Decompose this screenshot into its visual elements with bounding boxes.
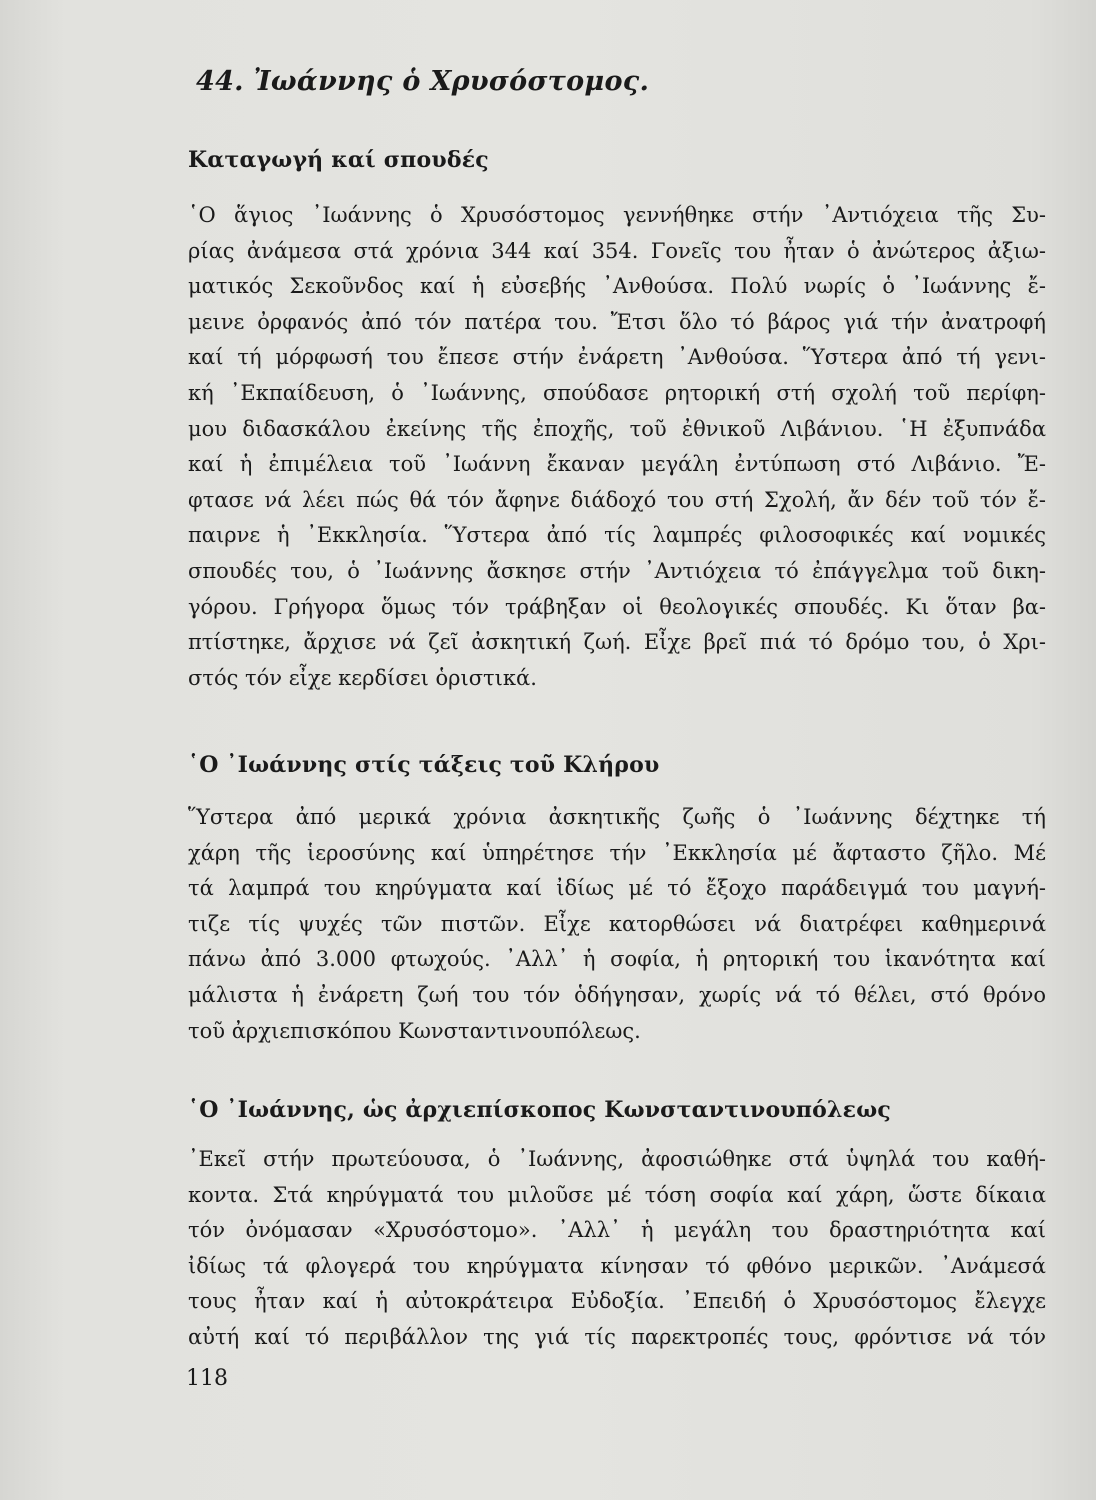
text-line: ἰδίως τά φλογερά του κηρύγματα κίνησαν τό φθόνο μερικῶν. ᾿Ανάμεσά [188,1253,1046,1278]
text-line: καί ἡ ἐπιμέλεια τοῦ ᾿Ιωάννη ἔκαναν μεγάλη ἐντύπωση στό Λιβάνιο. Ἔ- [188,452,1046,477]
text-line: μου διδασκάλου ἐκείνης τῆς ἐποχῆς, τοῦ ἐθνικοῦ Λιβάνιου. ῾Η ἐξυπνάδα [188,416,1046,441]
chapter-title: 44. Ἰωάννης ὁ Χρυσόστομος. [196,66,650,97]
text-line: σπουδές του, ὁ ᾿Ιωάννης ἄσκησε στήν ᾿Αντιόχεια τό ἐπάγγελμα τοῦ δικη- [188,558,1046,583]
text-line: τόν ὀνόμασαν «Χρυσόστομο». ᾿Αλλ᾿ ἡ μεγάλη του δραστηριότητα καί [188,1218,1046,1243]
text-line: στός τόν εἶχε κερδίσει ὁριστικά. [188,665,537,690]
section-body-origins [188,198,1046,696]
text-line: αὐτή καί τό περιβάλλον της γιά τίς παρεκτροπές τους, φρόντισε νά τόν [188,1324,1046,1349]
page-number: 118 [186,1366,228,1391]
section-body-clergy [188,800,1046,1049]
text-line: ματικός Σεκοῦνδος καί ἡ εὐσεβής ᾿Ανθούσα. Πολύ νωρίς ὁ ᾿Ιωάννης ἔ- [188,274,1046,299]
text-line: κοντα. Στά κηρύγματά του μιλοῦσε μέ τόση σοφία καί χάρη, ὥστε δίκαια [188,1182,1046,1207]
section-heading-archbishop: ῾Ο ᾿Ιωάννης, ὡς ἀρχιεπίσκοπος Κωνσταντινουπόλεως [188,1097,891,1123]
text-line: μάλιστα ἡ ἐνάρετη ζωή του τόν ὁδήγησαν, χωρίς νά τό θέλει, στό θρόνο [188,982,1046,1007]
text-line: Ὕστερα ἀπό μερικά χρόνια ἀσκητικῆς ζωῆς ὁ ᾿Ιωάννης δέχτηκε τή [188,805,1046,829]
text-line: γόρου. Γρήγορα ὅμως τόν τράβηξαν οἱ θεολογικές σπουδές. Κι ὅταν βα- [188,594,1046,619]
text-line: τιζε τίς ψυχές τῶν πιστῶν. Εἶχε κατορθώσει νά διατρέφει καθημερινά [188,911,1046,936]
text-line: μεινε ὀρφανός ἀπό τόν πατέρα του. Ἔτσι ὅλο τό βάρος γιά τήν ἀνατροφή [188,309,1046,334]
text-line: τά λαμπρά του κηρύγματα καί ἰδίως μέ τό ἔξοχο παράδειγμά του μαγνή- [188,876,1046,901]
text-line: κή ᾿Εκπαίδευση, ὁ ᾿Ιωάννης, σπούδασε ρητορική στή σχολή τοῦ περίφη- [188,380,1046,405]
section-body-archbishop [188,1142,1046,1356]
text-line: ῾Ο ἅγιος ᾿Ιωάννης ὁ Χρυσόστομος γεννήθηκε στήν ᾿Αντιόχεια τῆς Συ- [188,203,1046,227]
section-heading-origins: Καταγωγή καί σπουδές [188,147,489,173]
text-line: ρίας ἀνάμεσα στά χρόνια 344 καί 354. Γονεῖς του ἦταν ὁ ἀνώτερος ἀξιω- [188,238,1046,263]
text-line: πάνω ἀπό 3.000 φτωχούς. ᾿Αλλ᾿ ἡ σοφία, ἡ ρητορική του ἱκανότητα καί [188,947,1046,972]
text-line: τους ἦταν καί ἡ αὐτοκράτειρα Εὐδοξία. ᾿Επειδή ὁ Χρυσόστομος ἔλεγχε [188,1289,1046,1314]
text-line: χάρη τῆς ἱεροσύνης καί ὑπηρέτησε τήν ᾿Εκκλησία μέ ἄφταστο ζῆλο. Μέ [188,840,1046,865]
text-line: καί τή μόρφωσή του ἔπεσε στήν ἐνάρετη ᾿Ανθούσα. Ὕστερα ἀπό τή γενι- [188,345,1046,370]
text-line: ᾿Εκεῖ στήν πρωτεύουσα, ὁ ᾿Ιωάννης, ἀφοσιώθηκε στά ὑψηλά του καθή- [188,1147,1046,1171]
text-line: φτασε νά λέει πώς θά τόν ἄφηνε διάδοχό του στή Σχολή, ἄν δέν τοῦ τόν ἔ- [188,487,1046,512]
text-line: παιρνε ἡ ᾿Εκκλησία. Ὕστερα ἀπό τίς λαμπρές φιλοσοφικές καί νομικές [188,523,1046,548]
section-heading-clergy: ῾Ο ᾿Ιωάννης στίς τάξεις τοῦ Κλήρου [188,752,660,778]
text-line: πτίστηκε, ἄρχισε νά ζεῖ ἀσκητική ζωή. Εἶχε βρεῖ πιά τό δρόμο του, ὁ Χρι- [188,630,1046,655]
text-line: τοῦ ἀρχιεπισκόπου Κωνσταντινουπόλεως. [188,1018,641,1043]
